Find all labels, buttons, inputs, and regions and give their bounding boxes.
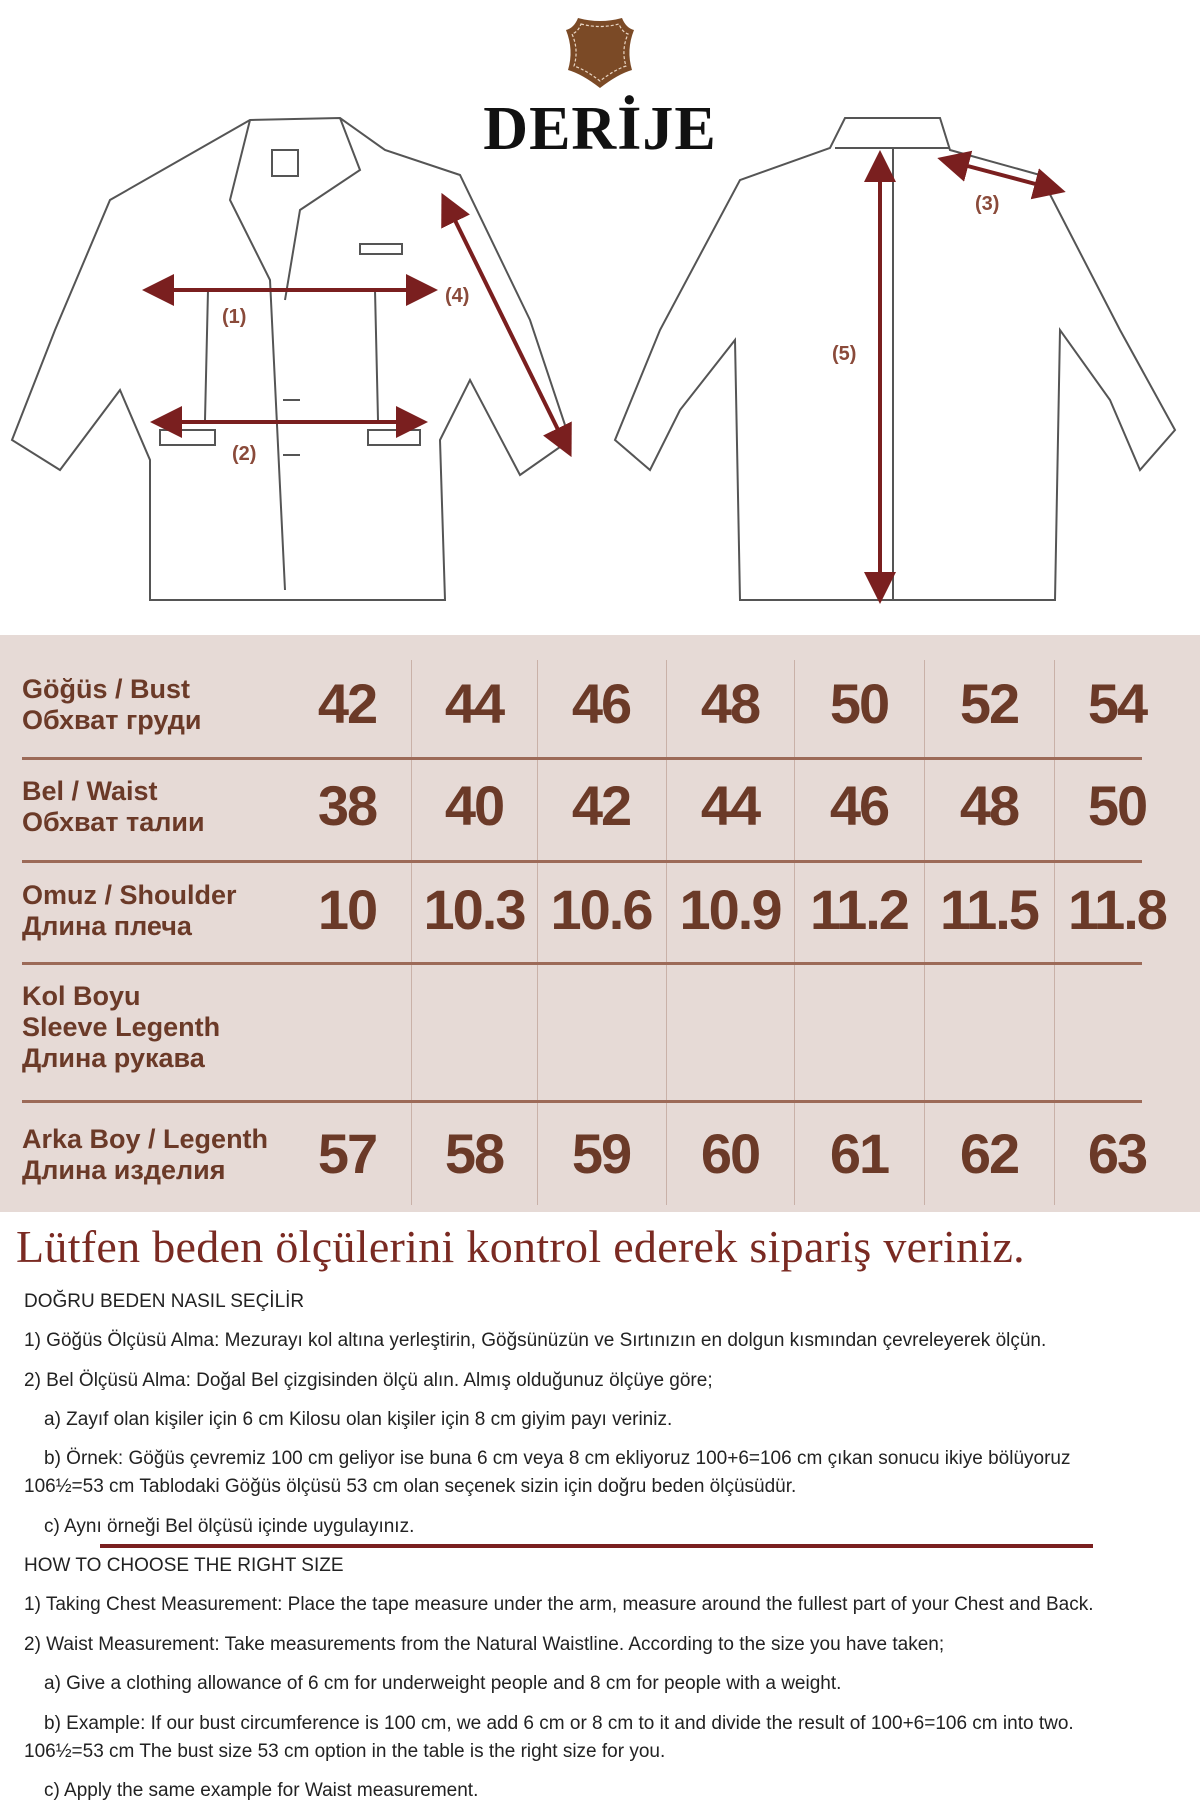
leather-hide-icon	[564, 14, 636, 90]
turkish-guide-line: b) Örnek: Göğüs çevremiz 100 cm geliyor ise buna 6 cm veya 8 cm ekliyoruz 100+6=106 cm çıkan sonucu ikiye bölüyoruz	[44, 1448, 1071, 1469]
back-jacket-outline	[615, 118, 1175, 600]
size-value: 42	[571, 774, 631, 837]
row-divider	[22, 860, 1142, 863]
size-value: 10.9	[679, 878, 781, 941]
size-value: 54	[1087, 672, 1147, 735]
turkish-guide-line: 1) Göğüs Ölçüsü Alma: Mezurayı kol altına yerleştirin, Göğsünüzün ve Sırtınızın en dolgun kısmından çevreleyerek ölçün.	[24, 1330, 1047, 1351]
turkish-guide-line: 2) Bel Ölçüsü Alma: Doğal Bel çizgisinden ölçü alın. Almış olduğunuz ölçüye göre;	[24, 1370, 713, 1391]
size-value: 57	[317, 1122, 377, 1185]
english-guide-line: 106½=53 cm The bust size 53 cm option in the table is the right size for you.	[24, 1741, 666, 1762]
label-4: (4)	[445, 285, 470, 307]
english-guide-title: HOW TO CHOOSE THE RIGHT SIZE	[24, 1555, 344, 1576]
size-value: 38	[317, 774, 377, 837]
english-guide-line: c) Apply the same example for Waist measurement.	[44, 1780, 479, 1801]
size-value: 62	[959, 1122, 1019, 1185]
row-label	[22, 776, 205, 838]
size-value: 58	[444, 1122, 504, 1185]
size-value: 10.3	[423, 878, 525, 941]
row-label-line: Omuz / Shoulder	[22, 880, 237, 910]
row-label-line: Обхват груди	[22, 705, 202, 735]
turkish-guide-title: DOĞRU BEDEN NASIL SEÇİLİR	[24, 1291, 305, 1312]
row-divider	[22, 757, 1142, 760]
label-1: (1)	[222, 306, 247, 328]
size-table	[0, 635, 1200, 1212]
measurement-arrows	[150, 158, 1058, 596]
size-value: 11.2	[810, 878, 908, 941]
front-jacket-outline	[12, 118, 570, 600]
size-value: 61	[829, 1122, 889, 1185]
size-value: 50	[829, 672, 889, 735]
row-label-line: Arka Boy / Legenth	[22, 1124, 269, 1154]
turkish-guide-line: 106½=53 cm Tablodaki Göğüs ölçüsü 53 cm olan seçenek sizin için doğru beden ölçüsüdür.	[24, 1476, 797, 1497]
row-label-line: Kol Boyu	[22, 980, 141, 1011]
row-label-line: Длина рукава	[22, 1042, 205, 1073]
size-value: 63	[1087, 1122, 1147, 1185]
row-label-line: Длина изделия	[22, 1155, 226, 1185]
row-divider	[22, 1100, 1142, 1103]
row-label	[22, 880, 237, 942]
row-label-line: Göğüs / Bust	[22, 674, 190, 704]
size-value: 11.5	[940, 878, 1038, 941]
size-value: 10	[317, 878, 377, 941]
size-value: 42	[317, 672, 377, 735]
size-value: 50	[1087, 774, 1147, 837]
label-3: (3)	[975, 193, 1000, 215]
size-value: 40	[444, 774, 504, 837]
english-guide-line: a) Give a clothing allowance of 6 cm for underweight people and 8 cm for people with a weight.	[44, 1673, 842, 1694]
row-divider	[22, 962, 1142, 965]
brand-logo	[470, 12, 730, 162]
row-label	[22, 981, 220, 1074]
english-guide-line: b) Example: If our bust circumference is 100 cm, we add 6 cm or 8 cm to it and divide the result of 100+6=106 cm into two.	[44, 1713, 1074, 1734]
row-label-line: Bel / Waist	[22, 776, 158, 806]
row-label	[22, 674, 201, 736]
row-label-line: Длина плеча	[22, 911, 192, 941]
label-5: (5)	[832, 343, 857, 365]
row-label	[22, 1124, 268, 1186]
size-value: 44	[700, 774, 760, 837]
size-value: 48	[959, 774, 1019, 837]
size-value: 48	[700, 672, 760, 735]
size-value: 44	[444, 672, 504, 735]
size-value: 52	[959, 672, 1019, 735]
row-label-line: Sleeve Legenth	[22, 1011, 221, 1042]
turkish-guide-line: c) Aynı örneği Bel ölçüsü içinde uygulayınız.	[44, 1516, 415, 1537]
row-label-line: Обхват талии	[22, 807, 205, 837]
size-value: 11.8	[1068, 878, 1166, 941]
english-guide-line: 2) Waist Measurement: Take measurements from the Natural Waistline. According to the size you have taken;	[24, 1634, 945, 1655]
size-value: 59	[571, 1122, 631, 1185]
size-value: 46	[829, 774, 889, 837]
order-notice-heading: Lütfen beden ölçülerini kontrol ederek sipariş veriniz.	[16, 1221, 1025, 1272]
turkish-guide-line: a) Zayıf olan kişiler için 6 cm Kilosu olan kişiler için 8 cm giyim payı veriniz.	[44, 1409, 673, 1430]
brand-name: DERİJE	[483, 95, 717, 163]
english-guide-line: 1) Taking Chest Measurement: Place the tape measure under the arm, measure around the fullest part of your Chest and Back.	[24, 1594, 1094, 1615]
section-divider	[100, 1544, 1093, 1548]
size-value: 10.6	[550, 878, 652, 941]
size-value: 60	[700, 1122, 760, 1185]
size-value: 46	[571, 672, 631, 735]
label-2: (2)	[232, 443, 257, 465]
